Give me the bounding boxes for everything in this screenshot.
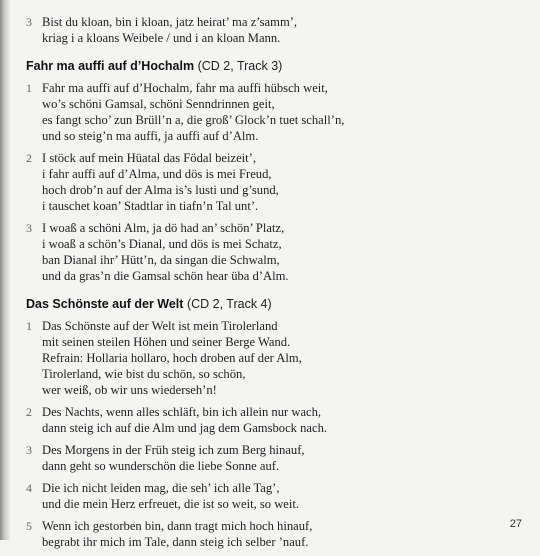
lyric-line: Das Schönste auf der Welt ist mein Tirolerland xyxy=(42,319,278,333)
lyric-line: ban Dianal ihr’ Hütt’n, da singan die Schwalm, xyxy=(42,253,280,267)
song-title-text: Fahr ma auffi auf d’Hochalm xyxy=(26,59,195,73)
song-block xyxy=(24,14,524,46)
verse xyxy=(24,480,524,512)
song-block xyxy=(24,58,524,284)
verse xyxy=(24,442,524,474)
verse-number: 1 xyxy=(26,81,32,95)
lyric-line: Wenn ich gestorben bin, dann tragt mich hoch hinauf, xyxy=(42,519,313,533)
verse xyxy=(24,80,524,144)
track-reference: (CD 2, Track 3) xyxy=(197,59,283,73)
lyrics-page xyxy=(24,14,524,556)
verse xyxy=(24,318,524,398)
lyric-line: mit seinen steilen Höhen und seiner Berge Wand. xyxy=(42,335,291,349)
verse-number: 2 xyxy=(26,151,32,165)
lyric-line: dann geht so wunderschön die liebe Sonne auf. xyxy=(42,459,280,473)
song-title-text: Das Schönste auf der Welt xyxy=(26,297,184,311)
lyric-line: wer weiß, ob wir uns wiederseh’n! xyxy=(42,383,217,397)
verse-number: 3 xyxy=(26,221,32,235)
lyric-line: Tirolerland, wie bist du schön, so schön, xyxy=(42,367,246,381)
verse-number: 4 xyxy=(26,481,32,495)
verse xyxy=(24,404,524,436)
verse-number: 3 xyxy=(26,15,32,29)
lyric-line: und so steig’n ma auffi, ja auffi auf d’Alm. xyxy=(42,129,259,143)
page-number: 27 xyxy=(509,518,522,530)
lyric-line: i fahr auffi auf d’Alma, und dös is mei Freud, xyxy=(42,167,272,181)
song-title xyxy=(26,58,524,74)
verse-number: 3 xyxy=(26,443,32,457)
lyric-line: dann steig ich auf die Alm und jag dem Gamsbock nach. xyxy=(42,421,328,435)
lyric-line: Refrain: Hollaria hollaro, hoch droben auf der Alm, xyxy=(42,351,302,365)
lyric-line: kriag i a kloans Weibele / und i an kloan Mann. xyxy=(42,31,281,45)
lyric-line: begrabt ihr mich im Tale, dann steig ich selber ’nauf. xyxy=(42,535,309,549)
lyric-line: Die ich nicht leiden mag, die seh’ ich alle Tag’, xyxy=(42,481,280,495)
verse-number: 2 xyxy=(26,405,32,419)
lyric-line: i woaß a schön’s Dianal, und dös is mei Schatz, xyxy=(42,237,282,251)
lyric-line: I woaß a schöni Alm, ja dö had an’ schön’ Platz, xyxy=(42,221,285,235)
verse xyxy=(24,518,524,550)
verse xyxy=(24,220,524,284)
verse-number: 5 xyxy=(26,519,32,533)
verse xyxy=(24,150,524,214)
lyric-line: I stöck auf mein Hüatal das Födal beizeit’, xyxy=(42,151,257,165)
lyric-line: hoch drob’n auf der Alma is’s lusti und g’sund, xyxy=(42,183,279,197)
lyric-line: Fahr ma auffi auf d’Hochalm, fahr ma auffi hübsch weit, xyxy=(42,81,328,95)
lyric-line: Des Nachts, wenn alles schläft, bin ich allein nur wach, xyxy=(42,405,322,419)
lyric-line: und da gras’n die Gamsal schön hear üba d’Alm. xyxy=(42,269,289,283)
book-spine-shadow xyxy=(0,0,10,540)
track-reference: (CD 2, Track 4) xyxy=(186,297,272,311)
lyric-line: Bist du kloan, bin i kloan, jatz heirat’ ma z’samm’, xyxy=(42,15,298,29)
song-block xyxy=(24,296,524,550)
lyric-line: und die mein Herz erfreuet, die ist so weit, so weit. xyxy=(42,497,300,511)
lyric-line: wo’s schöni Gamsal, schöni Senndrinnen geit, xyxy=(42,97,275,111)
verse-number: 1 xyxy=(26,319,32,333)
song-title xyxy=(26,296,524,312)
lyric-line: es fangt scho’ zun Brüll’n a, die groß’ Glock’n tuet schall’n, xyxy=(42,113,345,127)
verse xyxy=(24,14,524,46)
lyric-line: Des Morgens in der Früh steig ich zum Berg hinauf, xyxy=(42,443,305,457)
lyric-line: i tauschet koan’ Stadtlar in tiafn’n Tal unt’. xyxy=(42,199,259,213)
